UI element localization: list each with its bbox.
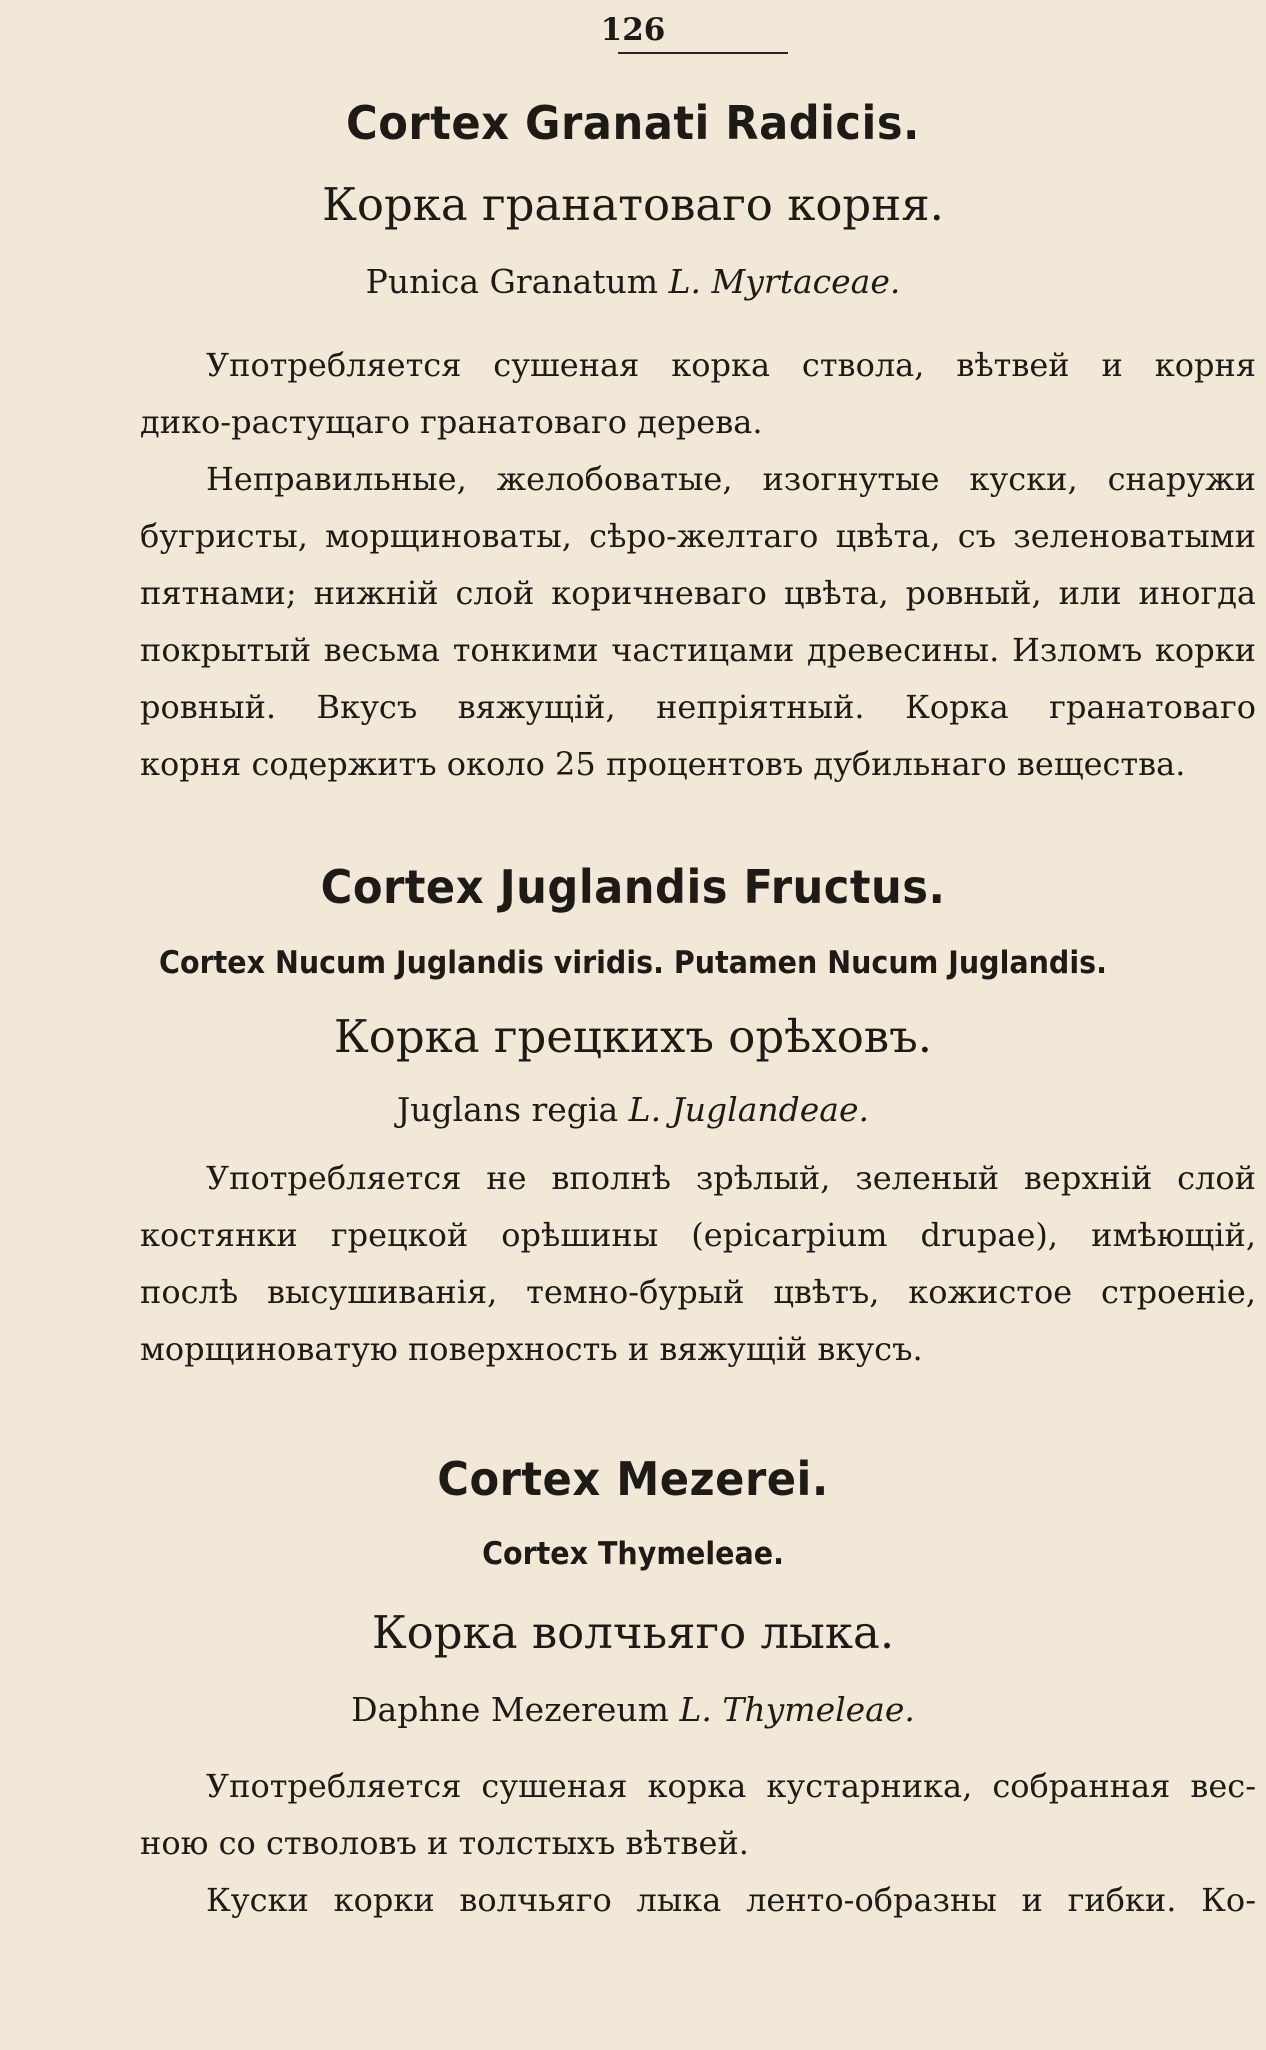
text-line: морщиноватую поверхность и вяжущiй вкусъ. bbox=[140, 1330, 923, 1368]
text-line: Употребляется сушеная корка ствола, вѣтвей и корня bbox=[206, 346, 1256, 384]
plant-family: Juglandeae. bbox=[671, 1090, 869, 1129]
plant-species: Punica Granatum bbox=[365, 262, 659, 301]
text-line: Куски корки волчьяго лыка ленто-образны и гибки. Ко- bbox=[206, 1881, 1256, 1919]
paragraph bbox=[140, 1872, 1256, 1929]
text-line: пятнами; нижнiй слой коричневаго цвѣта, ровный, или иногда bbox=[140, 574, 1256, 612]
paragraph bbox=[140, 1150, 1256, 1378]
text-line: корня содержитъ около 25 процентовъ дубильнаго вещества. bbox=[140, 745, 1186, 783]
header-rule bbox=[618, 52, 788, 54]
text-line: бугристы, морщиноваты, сѣро-желтаго цвѣта, съ зеленоватыми bbox=[140, 517, 1256, 555]
section-latin-title: Cortex Granati Radicis. bbox=[346, 96, 920, 150]
section-latin-title: Cortex Mezerei. bbox=[437, 1452, 829, 1506]
plant-family: Thymeleae. bbox=[722, 1690, 915, 1729]
text-line: Неправильные, желобоватые, изогнутые куски, снаружи bbox=[206, 460, 1256, 498]
plant-source bbox=[0, 1090, 1266, 1129]
section-russian-title: Корка грецкихъ орѣховъ. bbox=[333, 1010, 933, 1063]
plant-species: Daphne Mezereum bbox=[351, 1690, 669, 1729]
text-line: Употребляется не вполнѣ зрѣлый, зеленый верхнiй слой bbox=[206, 1159, 1256, 1197]
section-russian-title: Корка волчьяго лыка. bbox=[371, 1606, 895, 1659]
section-synonyms: Cortex Nucum Juglandis viridis. Putamen Nucum Juglandis. bbox=[159, 945, 1107, 981]
page-number: 126 bbox=[600, 12, 666, 48]
plant-family: Myrtaceae. bbox=[711, 262, 901, 301]
paragraph bbox=[140, 451, 1256, 793]
text-line: костянки грецкой орѣшины (epicarpium drupae), имѣющiй, bbox=[140, 1216, 1256, 1254]
text-line: Употребляется сушеная корка кустарника, собранная вес- bbox=[206, 1767, 1256, 1805]
plant-author: L. bbox=[679, 1690, 712, 1729]
paragraph bbox=[140, 1758, 1256, 1872]
text-line: послѣ высушиванiя, темно-бурый цвѣтъ, кожистое строенiе, bbox=[140, 1273, 1256, 1311]
section-synonyms: Cortex Thymeleae. bbox=[482, 1536, 784, 1572]
plant-source bbox=[0, 262, 1266, 301]
text-line: ною со стволовъ и толстыхъ вѣтвей. bbox=[140, 1824, 749, 1862]
plant-author: L. bbox=[628, 1090, 662, 1129]
plant-species: Juglans regia bbox=[396, 1090, 619, 1129]
text-line: покрытый весьма тонкими частицами древесины. Изломъ корки bbox=[140, 631, 1256, 669]
plant-source bbox=[0, 1690, 1266, 1729]
paragraph bbox=[140, 337, 1256, 451]
text-line: дико-растущаго гранатоваго дерева. bbox=[140, 403, 763, 441]
section-russian-title: Корка гранатоваго корня. bbox=[322, 178, 944, 231]
text-line: ровный. Вкусъ вяжущiй, непрiятный. Корка гранатоваго bbox=[140, 688, 1256, 726]
plant-author: L. bbox=[668, 262, 701, 301]
section-latin-title: Cortex Juglandis Fructus. bbox=[320, 860, 946, 914]
